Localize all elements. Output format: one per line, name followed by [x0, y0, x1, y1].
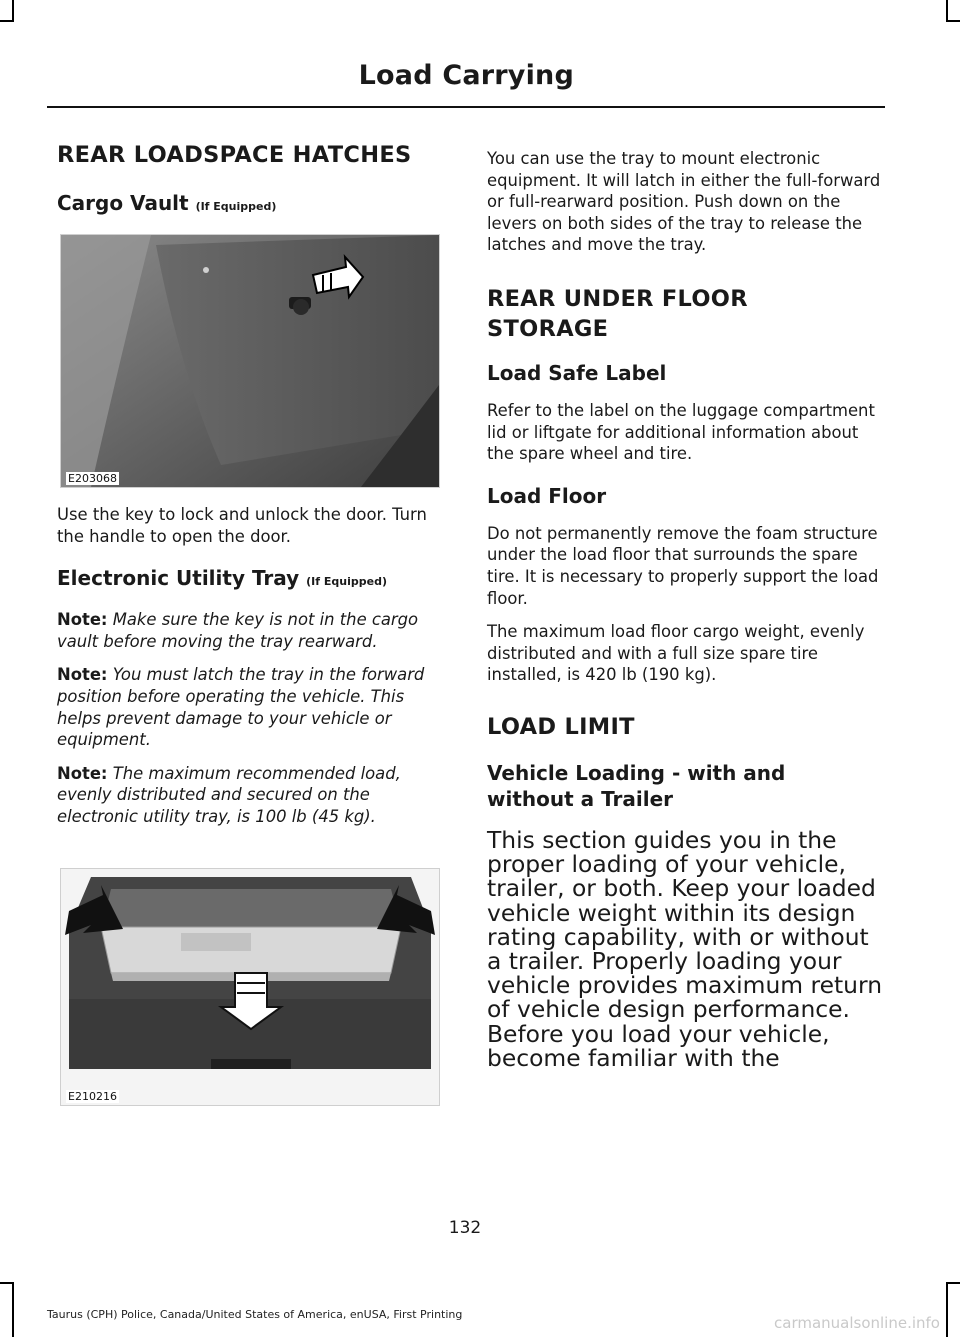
section-title-under-floor: REAR UNDER FLOOR STORAGE: [487, 285, 748, 342]
figure-code: E210216: [68, 1089, 117, 1103]
heading-cargo-vault: Cargo Vault (If Equipped): [57, 191, 277, 215]
crop-mark: [946, 1282, 960, 1284]
watermark: carmanualsonline.info: [774, 1314, 940, 1332]
crop-mark: [12, 1282, 14, 1337]
lead-line: proper loading of your vehicle,: [487, 850, 846, 879]
heading-utility-tray: Electronic Utility Tray (If Equipped): [57, 566, 387, 591]
lead-line: This section guides you in the: [487, 825, 837, 854]
lead-line: vehicle provides maximum return: [487, 971, 883, 1000]
lead-line: of vehicle design performance.: [487, 995, 850, 1024]
crop-mark: [946, 20, 960, 22]
right-column: [487, 148, 885, 1070]
lead-line: rating capability, with or without: [487, 922, 869, 951]
section-title-load-limit: LOAD LIMIT: [487, 713, 635, 740]
page-header-title: Load Carrying: [358, 60, 574, 91]
load-floor-text-2: The maximum load floor cargo weight, evenly distributed and with a full size spare tire installed, is 420 lb (190 kg).: [487, 622, 865, 685]
lead-line: Before you load your vehicle,: [487, 1019, 830, 1048]
left-column: [57, 140, 449, 1106]
note-3: Note: The maximum recommended load, evenly distributed and secured on the electronic utility tray, is 100 lb (45 kg).: [57, 763, 401, 826]
heading-load-safe-label: Load Safe Label: [487, 360, 667, 385]
footer-text: Taurus (CPH) Police, Canada/United States of America, enUSA, First Printing: [47, 1308, 463, 1321]
figure-utility-tray: [60, 868, 440, 1106]
crop-mark: [0, 20, 14, 22]
vehicle-loading-lead: [487, 825, 885, 1072]
page-number: 132: [448, 1218, 482, 1238]
load-safe-text: Refer to the label on the luggage compartment lid or liftgate for additional information about the spare wheel and tire.: [487, 400, 875, 464]
load-floor-text-1: Do not permanently remove the foam structure under the load floor that surrounds the spare tire. It is necessary to properly support the load floor.: [487, 523, 879, 608]
heading-load-floor: Load Floor: [487, 483, 607, 508]
lead-line: vehicle weight within its design: [487, 898, 856, 927]
cargo-vault-instructions: Use the key to lock and unlock the door. Turn the handle to open the door.: [57, 505, 427, 546]
crop-mark: [946, 1282, 948, 1337]
heading-vehicle-loading: Vehicle Loading - with and without a Trailer: [487, 760, 786, 811]
lead-line: a trailer. Properly loading your: [487, 946, 842, 975]
utility-tray-illustration: [61, 869, 439, 1105]
lead-line: become familiar with the: [487, 1043, 780, 1072]
crop-mark: [12, 0, 14, 20]
crop-mark: [0, 1282, 14, 1284]
header-rule: [47, 106, 885, 108]
lead-line: trailer, or both. Keep your loaded: [487, 874, 876, 903]
crop-mark: [946, 0, 948, 20]
figure-cargo-vault: [60, 234, 440, 488]
section-title-hatches: REAR LOADSPACE HATCHES: [57, 142, 412, 168]
note-2: Note: You must latch the tray in the forward position before operating the vehicle. This helps prevent damage to your vehicle or equipment.: [57, 665, 425, 750]
figure-code: E203068: [68, 472, 117, 485]
tray-description: You can use the tray to mount electronic equipment. It will latch in either the full-forward or full-rearward position. Push down on the levers on both sides of the tray to release the latches and move the tray.: [487, 149, 881, 255]
note-1: Note: Make sure the key is not in the cargo vault before moving the tray rearward.: [57, 610, 419, 651]
cargo-vault-illustration: [61, 235, 439, 487]
